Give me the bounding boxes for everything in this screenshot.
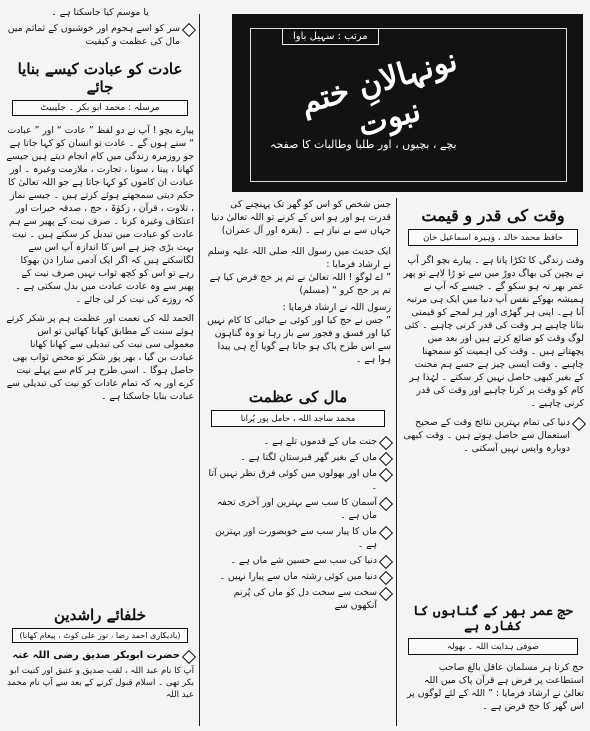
- waqt-bullet: [402, 416, 584, 455]
- diamond-bullet-icon: [379, 587, 393, 601]
- maal-list: [205, 435, 391, 612]
- left-column: [6, 6, 194, 403]
- diamond-bullet-icon: [379, 452, 393, 466]
- maal-item-text: جنت ماں کے قدموں تلے ہے ۔: [263, 436, 377, 447]
- khulafa-subheading: حضرت ابوبکر صدیق رضی اللہ عنہ: [12, 650, 180, 661]
- left-bullet: [6, 22, 194, 48]
- maal-title: مال کی عظمت: [248, 388, 348, 406]
- maal-item-text: دنیا کی سب سے حسین شے ماں ہے ۔: [230, 555, 377, 566]
- hadith-1-quote: ” اے لوگو ! اللہ تعالیٰ نے تم پر حج فرض کیا ہے تم پر حج کرو “ (مسلم): [209, 272, 391, 296]
- masthead: [232, 14, 583, 192]
- khulafa-subheading-row: [6, 649, 194, 662]
- column-rule-left: [199, 14, 200, 726]
- hadith-1: ایک حدیث میں رسول اللہ صلی اللہ علیہ وسلم نے ارشاد فرمایا :: [207, 246, 391, 270]
- maal-item-text: سخت سے سخت دل کو ماں کی پُرنم آنکھوں سے: [233, 587, 377, 611]
- hajj-intro: جس شخص کو اس کو گھر تک پہنچنے کی قدرت ہو اور ہو اس کے کرنے تو اللہ تعالیٰ دنیا جہاں سے بے نیاز ہے ۔ (بقرہ اور آل عمران): [211, 199, 391, 236]
- diamond-bullet-icon: [379, 526, 393, 540]
- hajj-byline: صوفی ہدایت اللہ ۔ بھولہ: [408, 638, 578, 655]
- left-bullet-text: سر کو اسے ہجوم اور خوشبوں کے ثماثم میں مال کی عظمت و کیفیت: [7, 23, 180, 47]
- diamond-bullet-icon: [379, 436, 393, 450]
- masthead-compiler: مرتب : سہیل باوا: [282, 28, 379, 45]
- list-item: [205, 586, 391, 612]
- maal-item-text: ماں کا پیار سب سے خوبصورت اور بہترین ہے ۔: [215, 526, 377, 550]
- right-column: [402, 200, 584, 458]
- waqt-title: وقت کی قدر و قیمت: [421, 206, 565, 225]
- waqt-paragraph-2: دنیا کی تمام بہترین نتائج وقت کے صحیح استعمال سے حاصل ہوتے ہیں ۔ وقت کبھی دوبارہ واپس نہیں آسکتی ۔: [403, 417, 570, 454]
- list-item: [205, 570, 391, 583]
- waqt-paragraph-1: وقت زندگی کا ٹکڑا پانا ہے ۔ پیارے بچو اگر آپ نے بچپن کی بھاگ دوڑ میں سے تو ڑا لاہے تو پھر عمر بھر نہ ہو سکو گے ۔ جیسے کہ آپ نے ہمیشہ بھوکے نفس آپ دنیا میں ایک ہی مرتبہ آنا ہے۔ اپنی ہر گھڑی اور ہر لمحے کو قیمتی بنانا چاہیے ہر وقت کی قدر کرنی چاہیے ۔ کئی لوگ وقت کو ضائع کرتے ہیں اور بعد میں پچھتاتے ہیں ۔ وقت کی اہمیت کو سمجھنا چاہیے ۔ وقت ایسی چیز ہے جسے ہم محنت کے بغیر کبھی حاصل نہیں کر سکتے ۔ لہٰذا ہر کام کو وقت پر کرنا چاہیے اور وقت کی قدر کرنی چاہیے ۔: [403, 255, 584, 409]
- ibadat-title: عادت کو عبادت کیسے بنایا جائے: [17, 60, 183, 96]
- ibadat-byline: مرسلہ : محمد ابو بکر ۔ جلیبیٹ: [12, 100, 188, 116]
- hajj-text: حج کرنا ہر مسلمان عاقل بالغ صاحب استطاعت پر فرض ہے قرآن پاک میں اللہ تعالیٰ نے ارشاد فرمایا : ” اللہ کے لئے لوگوں پر اس گھر کا حج فرض ہے ۔: [407, 662, 584, 712]
- hajj-section: [402, 598, 584, 713]
- diamond-bullet-icon: [379, 468, 393, 482]
- diamond-bullet-icon: [379, 571, 393, 585]
- ibadat-paragraph-1: پیارے بچو ! آپ نے دو لفظ ” عادت “ اور ” عبادت “ سنے ہوں گے ۔ عادت تو انسان کو کہا جاتا ہے جو روزمرہ زندگی میں کام انجام دیتے ہیں جیسے کھانا ، پینا ، سونا ، تجارت ، ملازمت وغیرہ ۔ اور عبادت ان کاموں کو کہا جاتا ہے جو اللہ تعالیٰ کا حکم دیتی سمجھتے ہوئے کرتے ہیں ۔ جیسے نماز ، تلاوت ، قرآن ، زکوٰۃ ، حج ، صدقہ خیرات اور اعتکاف وغیرہ کرنا ۔ صرف نیت کے پھیر سے ہم عادت کو عبادت میں تبدیل کر سکتے ہیں ۔ نیت بہت بڑی چیز ہے اس کا اندازہ آپ اس سے لگاسکتے ہیں کہ اگر ایک آدمی سارا دن بھوکا رہے تو اس کو کچھ ثواب نہیں صرف نیت کے پھیر سے وہ عادت عبادت میں بدل سکتی ہے ۔ کہ روزے کی نیت کر لی جائے ۔: [6, 125, 194, 305]
- maal-byline: محمد ساجد اللہ ، حامل پور پُرانا: [211, 410, 385, 427]
- ibadat-paragraph-2: الحمد للہ کی نعمت اور عظمت ہم پر شکر کرتے ہوئے سنت کے مطابق کھانا کھائیں تو اس معمولی سی نیت کی تبدیلی سے کھانا کھانا عبادت بن گیا ، بھر پور شکر تو محض ثواب بھی حاصل ہوگا ۔ اسی طرح ہر کام سے پہلے نیت کرے اور یہ کہ تمام عادات کو نیت کی تبدیلی سے عبادت بنایا جاسکتا ہے ۔: [6, 313, 194, 402]
- diamond-bullet-icon: [182, 650, 196, 664]
- diamond-bullet-icon: [379, 497, 393, 511]
- list-item: [205, 435, 391, 448]
- diamond-bullet-icon: [572, 417, 586, 431]
- diamond-bullet-icon: [182, 23, 196, 37]
- hajj-title: حج عمر بھر کے گناہوں کا کفارہ ہے: [413, 604, 573, 634]
- waqt-byline: حافظ محمد خالد ، وہیرہ اسماعیل خان: [408, 229, 578, 246]
- column-rule-middle: [396, 198, 397, 726]
- khulafa-byline: (یادیکاری احمد رضا ، نور علی کوٹ ، پیغام کھانا): [12, 628, 188, 643]
- middle-column: [205, 198, 391, 615]
- diamond-bullet-icon: [379, 555, 393, 569]
- masthead-title: نونہالانِ ختم نبوت: [296, 42, 462, 145]
- khulafa-text: آپ کا نام عبد اللہ ، لقب صدیق و عتیق اور کنیت ابو بکر تھی ۔ اسلام قبول کرنے کے بعد سے آپ نام محمد عبد اللہ: [6, 666, 194, 700]
- khulafa-section: [6, 600, 194, 701]
- left-top-line: یا موسم کیا جاسکتا ہے ۔: [51, 7, 149, 18]
- list-item: [205, 525, 391, 551]
- maal-item-text: ماں کے بغیر گھر قبرستان لگتا ہے ۔: [240, 452, 377, 463]
- maal-item-text: آسمان کا سب سے بہترین اور آخری تحفہ ماں ہے ۔: [216, 497, 377, 521]
- khulafa-title: خلفائے راشدین: [53, 606, 147, 624]
- list-item: [205, 496, 391, 522]
- hadith-2: رسول اللہ نے ارشاد فرمایا :: [282, 302, 391, 313]
- hadith-2-quote: ” جس نے حج کیا اور کوئی بے حیائی کا کام نہیں کیا اور فسق و فجور سے باز رہا تو وہ گناہوں سے اس طرح پاک ہو جاتا ہے گویا آج ہی پیدا ہوا ہے ۔: [207, 315, 391, 365]
- maal-item-text: دنیا میں کوئی رشتہ ماں سے پیارا نہیں ۔: [219, 571, 377, 582]
- list-item: [205, 451, 391, 464]
- list-item: [205, 554, 391, 567]
- maal-item-text: ماں اور بھولوں میں کوئی فرق نظر نہیں آتا ۔: [208, 468, 377, 492]
- masthead-subtitle: بچے ، بچیوں ، اور طلبا وطالبات کا صفحہ: [270, 138, 457, 151]
- list-item: [205, 467, 391, 493]
